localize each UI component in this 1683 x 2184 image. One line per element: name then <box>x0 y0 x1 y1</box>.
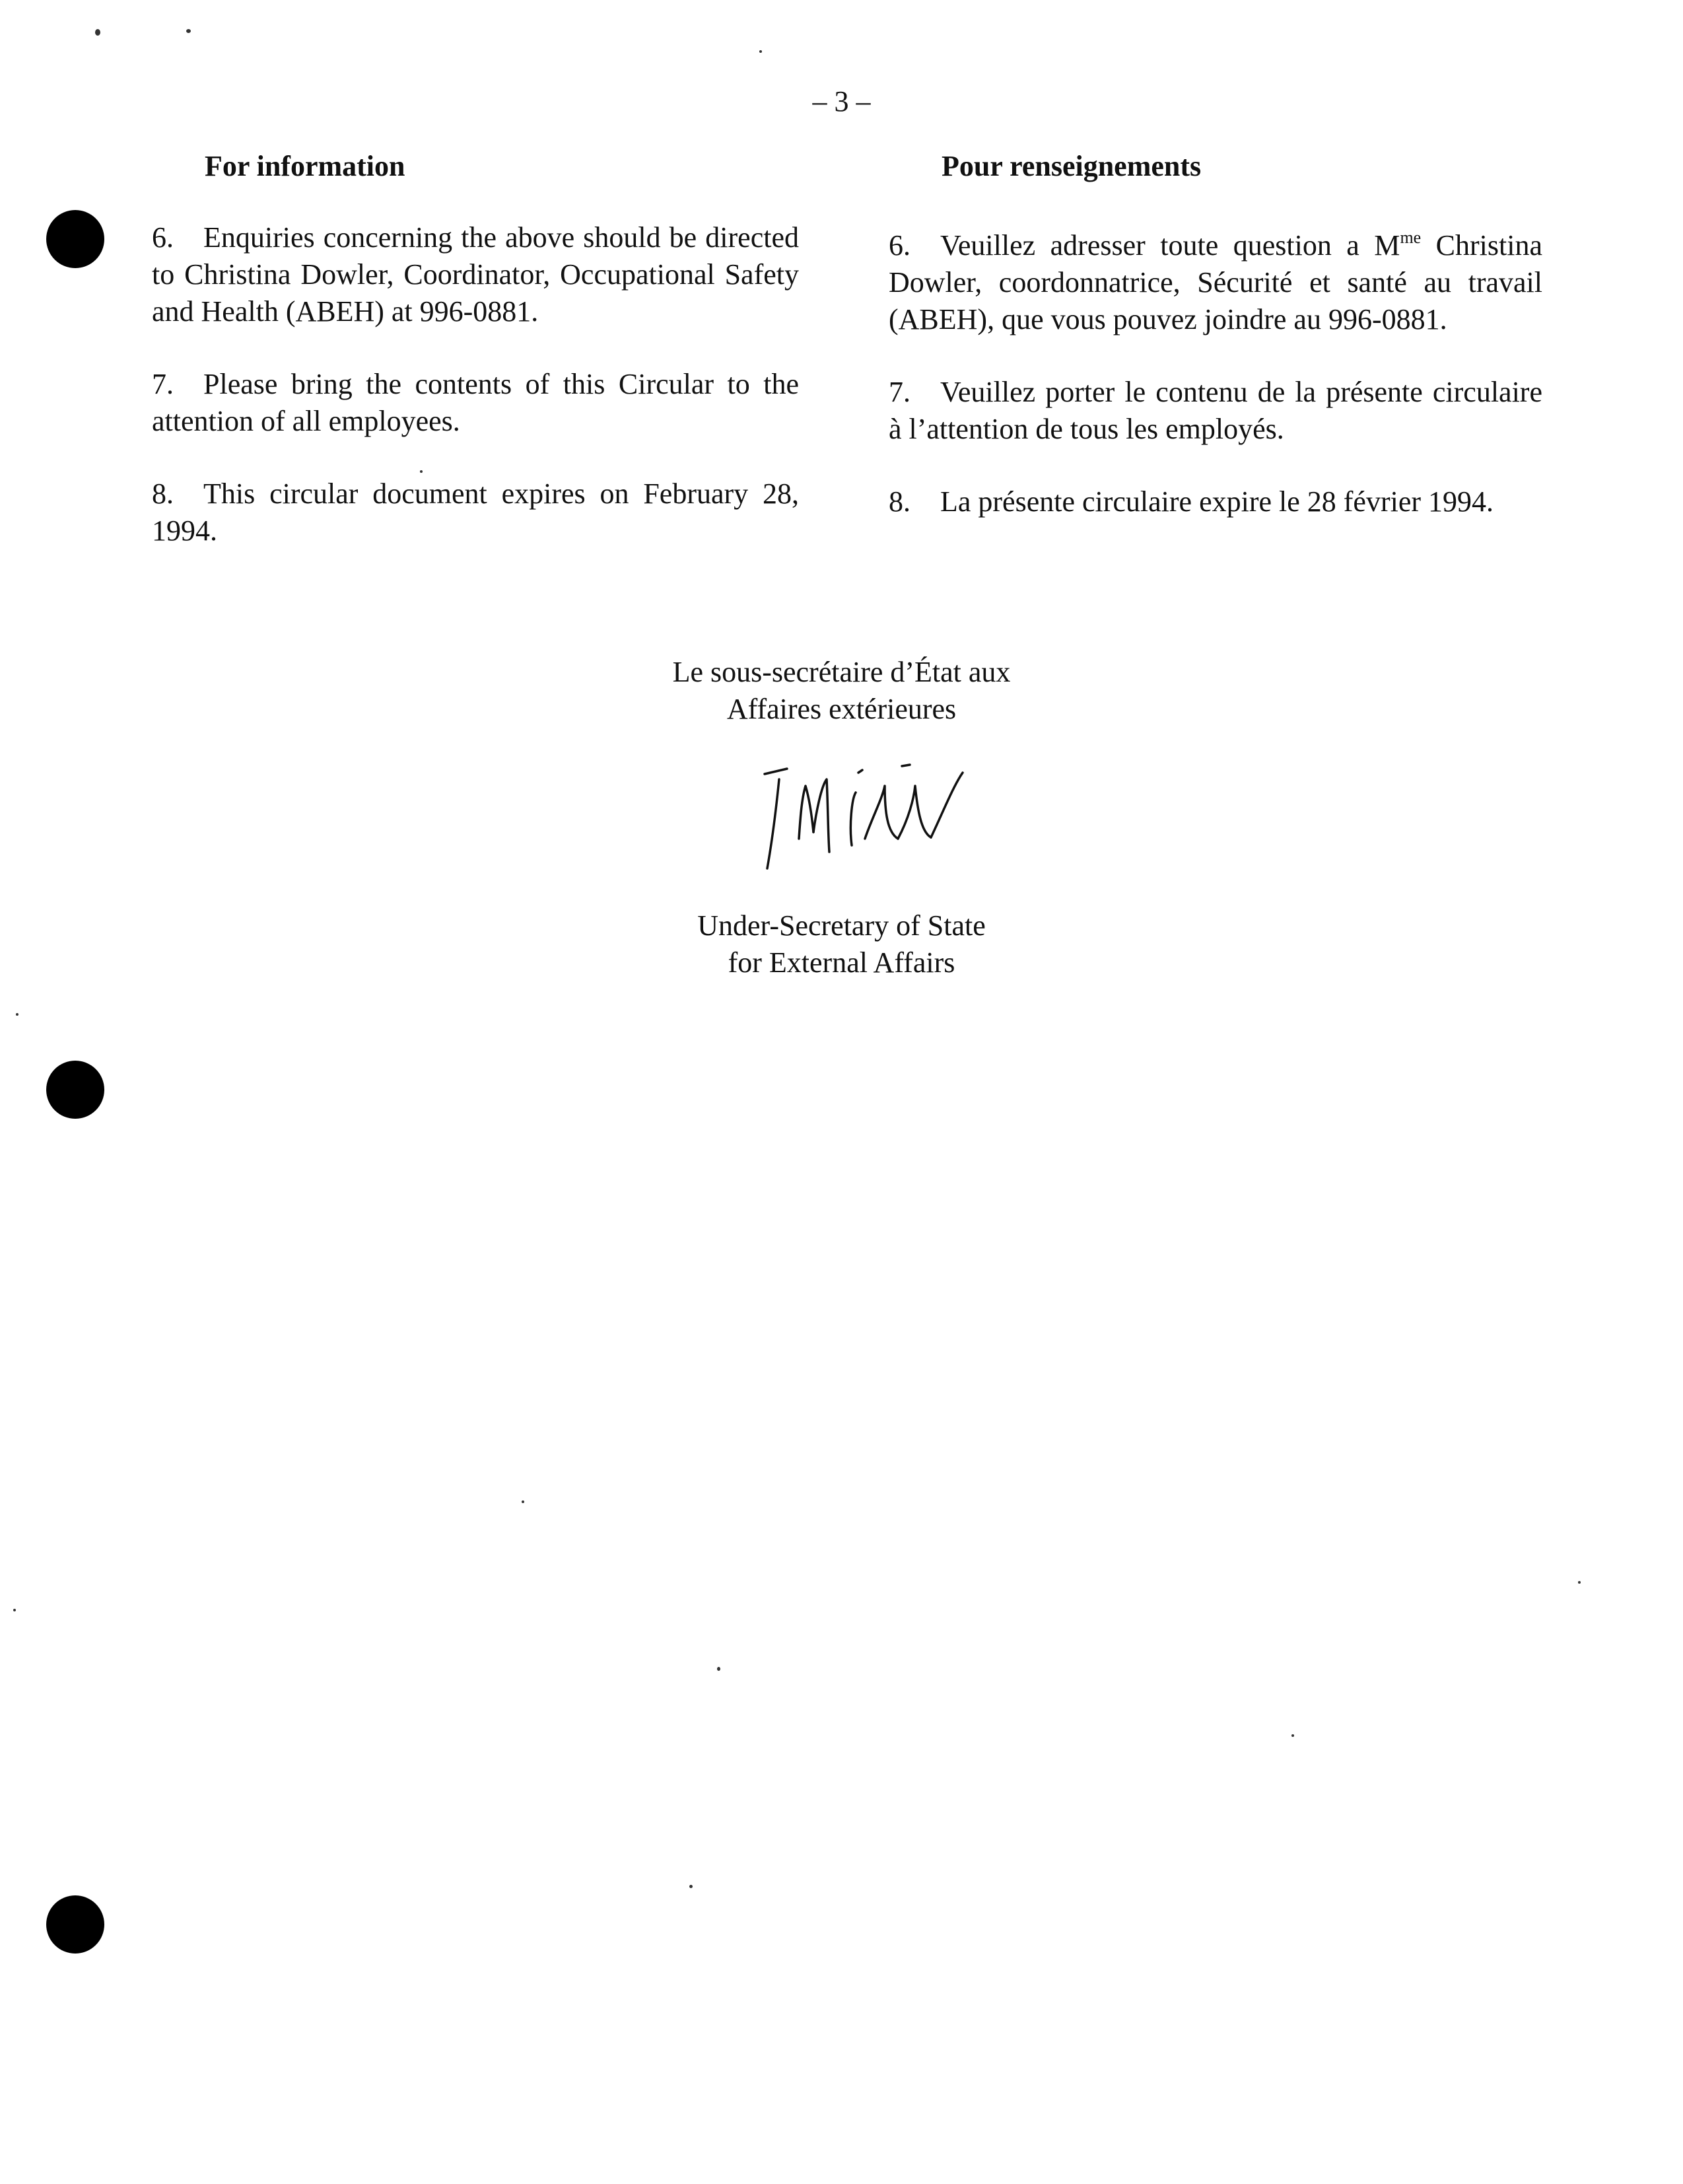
punch-hole <box>46 210 104 268</box>
paragraph-text: Veuillez adresser toute question a M <box>940 229 1400 262</box>
paragraph-text: Veuillez porter le contenu de la présente circulaire à l’attention de tous les employés. <box>889 376 1542 445</box>
paragraph-number: 6. <box>152 221 174 254</box>
english-paragraph-7 <box>152 366 799 440</box>
scan-speck <box>16 1013 18 1016</box>
french-paragraph-8 <box>889 483 1542 520</box>
paragraph-text: La présente circulaire expire le 28 février 1994. <box>940 485 1494 518</box>
paragraph-text: Enquiries concerning the above should be directed to Christina Dowler, Coordinator, Occupational Safety and Health (ABEH) at 996-0881. <box>152 221 799 328</box>
french-paragraph-6 <box>889 219 1542 338</box>
scan-speck <box>186 29 191 33</box>
scan-speck <box>420 470 423 473</box>
paragraph-number: 8. <box>152 477 174 510</box>
signatory-title-line: for External Affairs <box>728 946 955 979</box>
page-number: – 3 – <box>812 85 871 118</box>
english-column <box>152 148 799 585</box>
paragraph-text: This circular document expires on February 28, 1994. <box>152 477 799 547</box>
signatory-title-english <box>0 907 1683 981</box>
paragraph-text: Please bring the contents of this Circular to the attention of all employees. <box>152 368 799 437</box>
paragraph-number: 7. <box>152 368 174 400</box>
french-paragraph-7 <box>889 374 1542 448</box>
superscript: me <box>1400 228 1422 247</box>
scan-speck <box>759 50 762 53</box>
french-heading: Pour renseignements <box>942 150 1202 182</box>
handwritten-signature <box>753 759 977 878</box>
scan-speck <box>95 29 100 36</box>
paragraph-number: 6. <box>889 229 910 262</box>
scan-speck <box>13 1609 16 1611</box>
english-paragraph-6 <box>152 219 799 330</box>
signatory-title-line: Under-Secretary of State <box>697 909 986 942</box>
english-paragraph-8 <box>152 476 799 549</box>
scan-speck <box>522 1500 524 1503</box>
scan-speck <box>1578 1581 1581 1584</box>
punch-hole <box>46 1061 104 1119</box>
punch-hole <box>46 1895 104 1954</box>
english-heading: For information <box>205 150 405 182</box>
scan-speck <box>689 1885 693 1888</box>
scan-speck <box>717 1667 720 1671</box>
paragraph-number: 8. <box>889 485 910 518</box>
scan-speck <box>1291 1734 1294 1737</box>
signatory-title-french <box>0 654 1683 728</box>
signatory-title-line: Le sous-secrétaire d’État aux <box>672 656 1011 688</box>
paragraph-number: 7. <box>889 376 910 408</box>
signatory-title-line: Affaires extérieures <box>726 693 957 725</box>
french-column <box>889 148 1542 556</box>
paragraph-text-continued: Christina Dowler, coordonnatrice, Sécurité et santé au travail (ABEH), que vous pouvez joindre au 996-0881. <box>889 229 1543 335</box>
